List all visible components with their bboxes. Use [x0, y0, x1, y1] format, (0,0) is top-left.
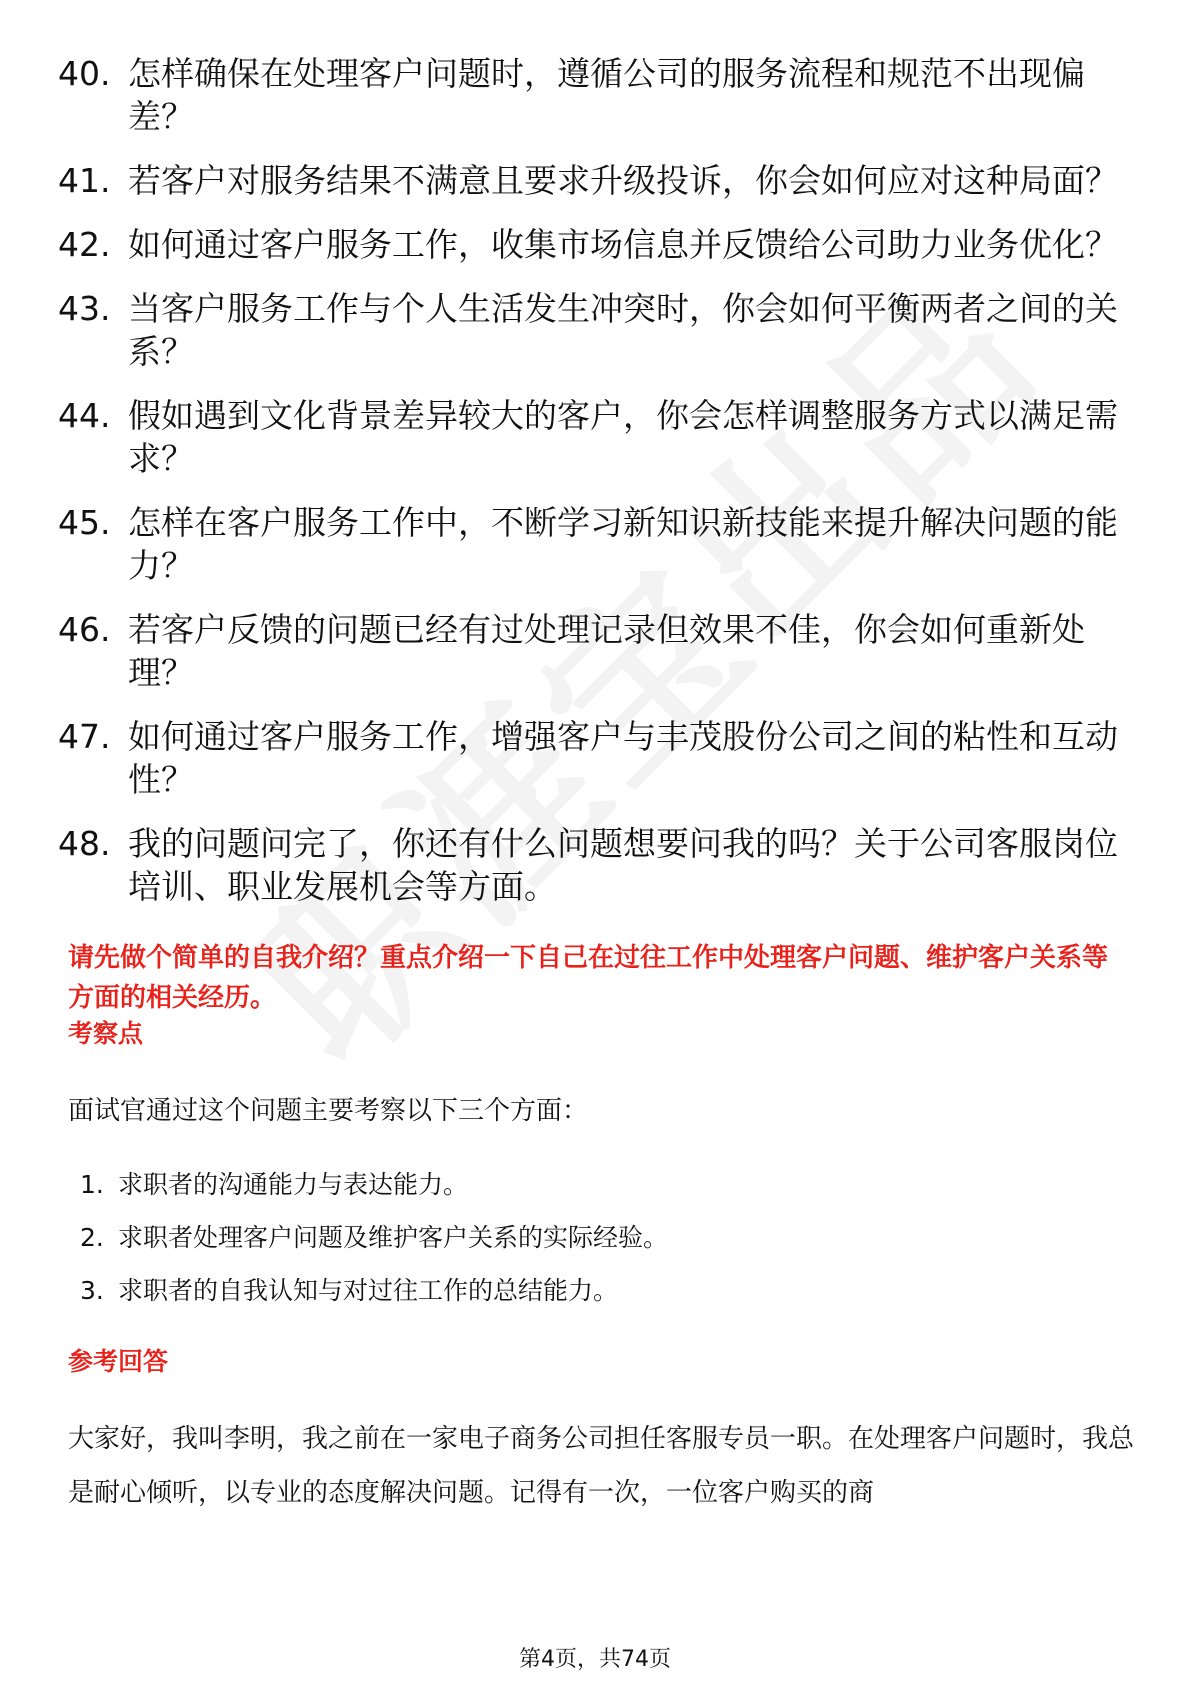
list-item [80, 1276, 668, 1329]
question-item [58, 287, 1138, 373]
list-item [80, 1223, 668, 1276]
list-item-number: 1. [80, 1170, 104, 1199]
question-item [58, 394, 1138, 480]
question-number: 40. [58, 54, 111, 93]
list-item [80, 1170, 668, 1223]
question-list [58, 52, 1138, 929]
question-text: 怎样在客户服务工作中，不断学习新知识新技能来提升解决问题的能力？ [128, 503, 1118, 585]
question-number: 46. [58, 610, 111, 649]
page-footer: 第4页，共74页 [519, 1647, 671, 1672]
question-item [58, 501, 1138, 587]
question-item [58, 822, 1138, 908]
highlight-question: 请先做个简单的自我介绍？重点介绍一下自己在过往工作中处理客户问题、维护客户关系等方面的相关经历。 [68, 943, 1109, 1013]
question-text: 假如遇到文化背景差异较大的客户，你会怎样调整服务方式以满足需求？ [128, 396, 1118, 478]
question-item [58, 52, 1138, 138]
question-number: 48. [58, 824, 111, 863]
question-text: 若客户反馈的问题已经有过处理记录但效果不佳，你会如何重新处理？ [128, 610, 1085, 692]
question-item [58, 223, 1138, 266]
list-item-number: 3. [80, 1276, 104, 1305]
question-text: 如何通过客户服务工作，增强客户与丰茂股份公司之间的粘性和互动性？ [128, 717, 1118, 799]
list-item-number: 2. [80, 1223, 104, 1252]
question-number: 42. [58, 225, 111, 264]
assessment-points [80, 1170, 668, 1329]
section-title-reference-answer: 参考回答 [68, 1347, 169, 1376]
list-item-text: 求职者的自我认知与对过往工作的总结能力。 [118, 1276, 619, 1305]
question-text: 我的问题问完了，你还有什么问题想要问我的吗？关于公司客服岗位培训、职业发展机会等方面。 [128, 824, 1118, 906]
question-text: 当客户服务工作与个人生活发生冲突时，你会如何平衡两者之间的关系？ [128, 289, 1118, 371]
question-number: 45. [58, 503, 111, 542]
question-number: 41. [58, 161, 111, 200]
question-text: 怎样确保在处理客户问题时，遵循公司的服务流程和规范不出现偏差？ [128, 54, 1085, 136]
question-number: 43. [58, 289, 111, 328]
question-item [58, 159, 1138, 202]
question-item [58, 715, 1138, 801]
answer-text: 大家好，我叫李明，我之前在一家电子商务公司担任客服专员一职。在处理客户问题时，我总是耐心倾听，以专业的态度解决问题。记得有一次，一位客户购买的商 [68, 1424, 1135, 1508]
section-title-assessment: 考察点 [68, 1019, 144, 1048]
list-item-text: 求职者处理客户问题及维护客户关系的实际经验。 [118, 1223, 669, 1252]
intro-text: 面试官通过这个问题主要考察以下三个方面： [68, 1096, 589, 1126]
question-text: 若客户对服务结果不满意且要求升级投诉，你会如何应对这种局面？ [128, 161, 1118, 200]
list-item-text: 求职者的沟通能力与表达能力。 [118, 1170, 469, 1199]
question-number: 47. [58, 717, 111, 756]
question-item [58, 608, 1138, 694]
question-text: 如何通过客户服务工作，收集市场信息并反馈给公司助力业务优化？ [128, 225, 1118, 264]
question-number: 44. [58, 396, 111, 435]
